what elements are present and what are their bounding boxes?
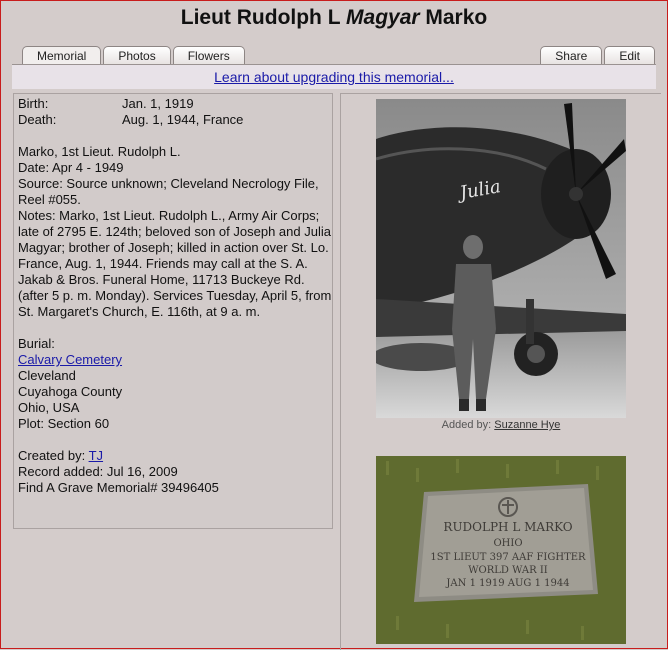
- title-prefix: Lieut Rudolph L: [180, 6, 347, 29]
- page-title: [0, 6, 668, 30]
- photo-caption: [376, 419, 626, 431]
- headstone-illustration: [376, 456, 626, 644]
- death-row: [18, 112, 333, 128]
- birth-label: Birth:: [18, 96, 49, 111]
- pilot-aircraft-illustration: [376, 99, 626, 418]
- created-by-label: Created by:: [18, 448, 89, 463]
- aircraft-nose-art: Julia: [458, 176, 503, 204]
- pilot-aircraft-photo[interactable]: [376, 99, 626, 418]
- death-label: Death:: [18, 112, 57, 127]
- memorial-id: Find A Grave Memorial# 39496405: [18, 480, 219, 495]
- headstone-name: RUDOLPH L MARKO: [443, 520, 573, 534]
- title-surname: Marko: [419, 6, 488, 29]
- memorial-details: [18, 96, 333, 496]
- tab-share[interactable]: Share: [540, 46, 602, 65]
- upgrade-link[interactable]: Learn about upgrading this memorial...: [214, 69, 454, 85]
- photo-caption-label: Added by:: [441, 419, 495, 431]
- death-value: Aug. 1, 1944, France: [122, 112, 244, 127]
- photo-contributor-link[interactable]: Suzanne Hye: [494, 419, 561, 431]
- upgrade-banner: [12, 65, 656, 89]
- burial-label: Burial:: [18, 336, 55, 351]
- bio-notes: Notes: Marko, 1st Lieut. Rudolph L., Army Air Corps; late of 2795 E. 124th; beloved son of Joseph and Julia Magyar; brother of Joseph; killed in action over St. Lo. France, Aug. 1, 1944. Friends may call at the S. A. Jakab & Bros. Funeral Home, 11713 Buckeye Rd. (after 5 p. m. Monday). Services Tuesday, April 5, from St. Margaret's Church, E. 116th, at 9 a. m.: [18, 208, 332, 319]
- tab-bar-right: [540, 46, 655, 65]
- record-added: Record added: Jul 16, 2009: [18, 464, 178, 479]
- title-maiden-name: Magyar: [346, 6, 420, 29]
- headstone-rank: 1ST LIEUT 397 AAF FIGHTER: [430, 552, 586, 563]
- cemetery-link[interactable]: Calvary Cemetery: [18, 352, 123, 367]
- headstone-war: WORLD WAR II: [468, 565, 548, 576]
- tab-flowers[interactable]: Flowers: [173, 46, 245, 65]
- headstone-state: OHIO: [493, 538, 523, 549]
- tab-bar-left: [22, 46, 245, 65]
- tab-memorial[interactable]: Memorial: [22, 46, 101, 65]
- bio-name: Marko, 1st Lieut. Rudolph L.: [18, 144, 181, 159]
- burial-county: Cuyahoga County: [18, 384, 123, 399]
- burial-city: Cleveland: [18, 368, 76, 383]
- tab-photos[interactable]: Photos: [103, 46, 170, 65]
- bio-source: Source: Source unknown; Cleveland Necrology File, Reel #055.: [18, 176, 319, 207]
- tab-edit[interactable]: Edit: [604, 46, 655, 65]
- birth-value: Jan. 1, 1919: [122, 96, 194, 111]
- headstone-dates: JAN 1 1919 AUG 1 1944: [446, 578, 570, 589]
- creator-link[interactable]: TJ: [88, 448, 104, 463]
- bio-date: Date: Apr 4 - 1949: [18, 160, 124, 175]
- created-by-row: [18, 448, 333, 464]
- burial-state: Ohio, USA: [18, 400, 80, 415]
- headstone-photo[interactable]: [376, 456, 626, 644]
- birth-row: [18, 96, 333, 112]
- burial-plot: Plot: Section 60: [18, 416, 110, 431]
